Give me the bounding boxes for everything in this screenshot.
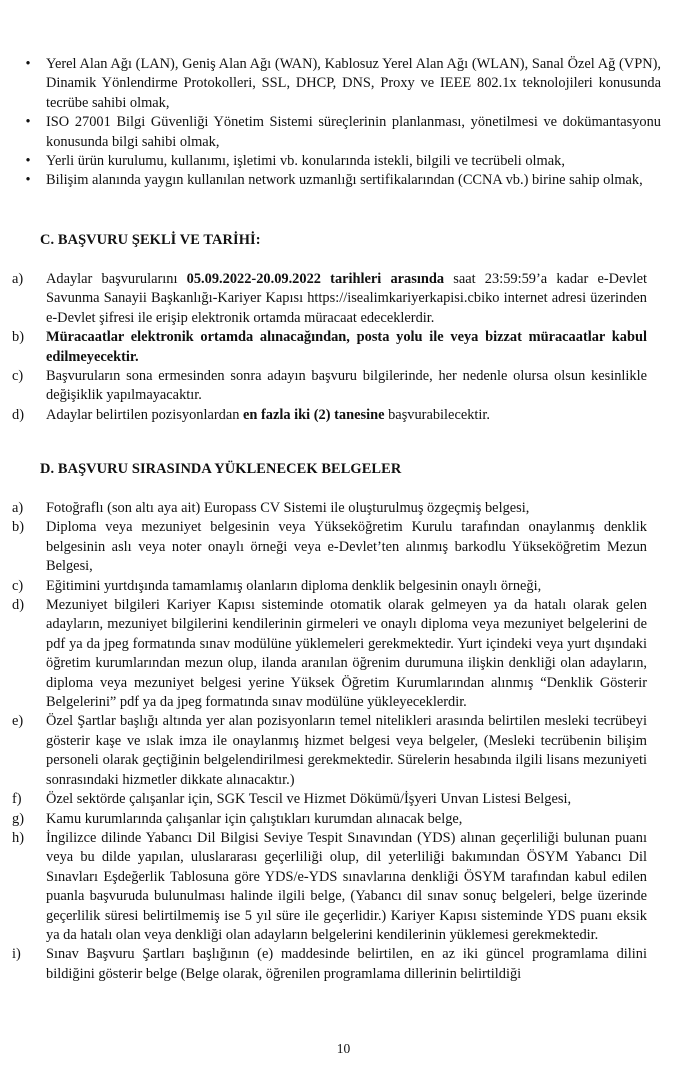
bullet-text: Yerel Alan Ağı (LAN), Geniş Alan Ağı (WAN), Kablosuz Yerel Alan Ağı (WLAN), Sanal Özel Ağ (VPN), Dinamik Yönlendirme Protokolleri, SSL, DHCP, DNS, Proxy ve IEEE 802.1x teknolojileri konusunda tecrübe sahibi olmak, (46, 56, 661, 111)
list-item (0, 577, 687, 596)
bullet-text: Yerli ürün kurulumu, kullanımı, işletimi vb. konularında istekli, bilgili ve tecrübeli olmak, (46, 153, 565, 170)
item-text-bold: Müracaatlar elektronik ortamda alınacağından, posta yolu ile veya bizzat müracaatlar kabul edilmeyecektir. (46, 329, 647, 365)
item-text: Eğitimini yurtdışında tamamlamış olanların diploma denklik belgesinin onaylı örneği, (46, 577, 542, 594)
bullet-icon: • (25, 172, 31, 189)
item-text: Diploma veya mezuniyet belgesinin veya Yükseköğretim Kurulu tarafından onaylanmış denklik belgesinin aslı veya noter onaylı örneği veya e-Devlet’ten alınmış barkodlu Yükseköğretim Mezun Belgesi, (46, 519, 647, 575)
list-item (0, 406, 687, 425)
list-item (0, 499, 687, 518)
item-text-bold: 05.09.2022-20.09.2022 tarihleri arasında (186, 271, 445, 287)
item-marker: h) (12, 829, 24, 846)
list-item (0, 945, 687, 984)
item-marker: d) (12, 597, 24, 614)
list-item (0, 328, 687, 367)
list-item (0, 270, 687, 328)
item-text: Sınav Başvuru Şartları başlığının (e) maddesinde belirtilen, en az iki güncel programlama dilini bildiğini gösterir belge (Belge olarak, öğrenilen programlama dillerinin belirtildiği (46, 946, 647, 982)
item-marker: c) (12, 368, 24, 385)
item-marker: g) (12, 810, 24, 827)
item-text: Fotoğraflı (son altı aya ait) Europass CV Sistemi ile oluşturulmuş özgeçmiş belgesi, (46, 500, 530, 516)
item-text: Kamu kurumlarında çalışanlar için çalıştıkları kurumdan alınacak belge, (46, 810, 463, 827)
bullet-item (0, 152, 687, 171)
item-marker: f) (12, 791, 22, 808)
item-text: Adaylar belirtilen pozisyonlardan (46, 406, 244, 423)
list-item (0, 810, 687, 829)
page-number: 10 (336, 1041, 351, 1056)
item-marker: c) (12, 577, 24, 594)
item-marker: e) (12, 713, 24, 730)
bullet-icon: • (25, 56, 31, 72)
item-text-bold: en fazla iki (2) tanesine (243, 406, 385, 423)
item-text: Mezuniyet bilgileri Kariyer Kapısı sisteminde otomatik olarak gelmeyen ya da hatalı olarak gelen adayların, mezuniyet bilgilerini kendilerinin girmeleri ve onaylı diploma veya mezuniyet belgelerini de pdf ya da jpeg formatında sınav modülüne yüklemeleri gerekmektedir. Yurt içindeki veya yurt dışındaki öğretim kurumlarından mezun olup, ilanda aranılan öğrenim durumuna ilişkin denkliği olan adayların, diploma veya mezuniyet belgesi yerine Yüksek Öğretim Kurumlarından alınmış “Denklik Gösterir Belgelerini” pdf ya da jpeg formatında sınav modülüne yükleyeceklerdir. (46, 597, 647, 711)
item-text: saat 23:59:59’a kadar e-Devlet Savunma Sanayii Başkanlığı-Kariyer Kapısı https://isealimkariyerkapisi.cbiko internet adresi üzerinden e-Devlet şifresi ile erişip elektronik ortamda müracaat edeceklerdir. (46, 271, 648, 326)
item-marker: a) (12, 500, 24, 516)
list-item (0, 518, 687, 576)
item-marker: a) (12, 271, 24, 287)
item-text: İngilizce dilinde Yabancı Dil Bilgisi Seviye Tespit Sınavından (YDS) alınan geçerliliği bulunan puanı veya bu dilde yapılan, uluslararası geçerliliği olup, dil yeterliliği bakımından ÖSYM Yabancı Dil Sınavları Eşdeğerlik Tablosuna göre YDS/e-YDS sınavlarına denkliği ÖSYM tarafından kabul edilen puanla başvuruda bulunulması halinde ilgili belge, (Yabancı dil sınav sonuç belgeleri, belge üzerinde geçerlilik süresi belirtilmemiş ise 5 yıl süre ile geçerlidir.) Kariyer Kapısı sisteminde YDS puanı eksik ya da hatalı olan veya denkliği olan adayların belgelerini kendilerinin yüklemesi gerekmektedir. (46, 829, 647, 943)
item-text: başvurabilecektir. (384, 406, 491, 423)
bullet-text: ISO 27001 Bilgi Güvenliği Yönetim Sistemi süreçlerinin planlanması, yönetilmesi ve dokümantasyonu konusunda bilgi sahibi olmak, (46, 114, 661, 150)
item-text: Özel Şartlar başlığı altında yer alan pozisyonların temel nitelikleri arasında belirtilen mesleki tecrübeyi gösterir kaşe ve ıslak imza ile onaylanmış hizmet belgesi veya belgeler, (Mesleki tecrübenin bilişim personeli olarak geçtiğinin belgelendirilmesi gerekmektedir. Sürelerin hesabında ilgili lisans mezuniyeti sonrasındaki hizmetler dikkate alınacaktır.) (46, 713, 647, 788)
bullet-item (0, 55, 687, 113)
item-marker: i) (12, 946, 21, 963)
list-item (0, 712, 687, 790)
requirements-bullet-list (0, 55, 687, 191)
item-text: Başvuruların sona ermesinden sonra adayın başvuru bilgilerinde, her nedenle olursa olsun kesinlikle değişiklik yapılmayacaktır. (46, 368, 647, 404)
item-marker: d) (12, 406, 24, 423)
section-d-list (0, 499, 687, 984)
list-item (0, 596, 687, 712)
section-c-list (0, 270, 687, 425)
bullet-text: Bilişim alanında yaygın kullanılan network uzmanlığı sertifikalarından (CCNA vb.) birine sahip olmak, (46, 172, 643, 189)
bullet-item (0, 171, 687, 190)
section-d-heading: D. BAŞVURU SIRASINDA YÜKLENECEK BELGELER (40, 461, 402, 477)
item-text: Adaylar başvurularını (46, 271, 187, 287)
bullet-icon: • (25, 153, 31, 170)
item-marker: b) (12, 519, 24, 536)
bullet-item (0, 113, 687, 152)
item-text: Özel sektörde çalışanlar için, SGK Tescil ve Hizmet Dökümü/İşyeri Unvan Listesi Belgesi, (46, 791, 572, 808)
list-item (0, 367, 687, 406)
item-marker: b) (12, 329, 24, 346)
list-item (0, 790, 687, 809)
section-c-heading: C. BAŞVURU ŞEKLİ VE TARİHİ: (40, 232, 261, 248)
list-item (0, 829, 687, 945)
bullet-icon: • (25, 114, 31, 131)
